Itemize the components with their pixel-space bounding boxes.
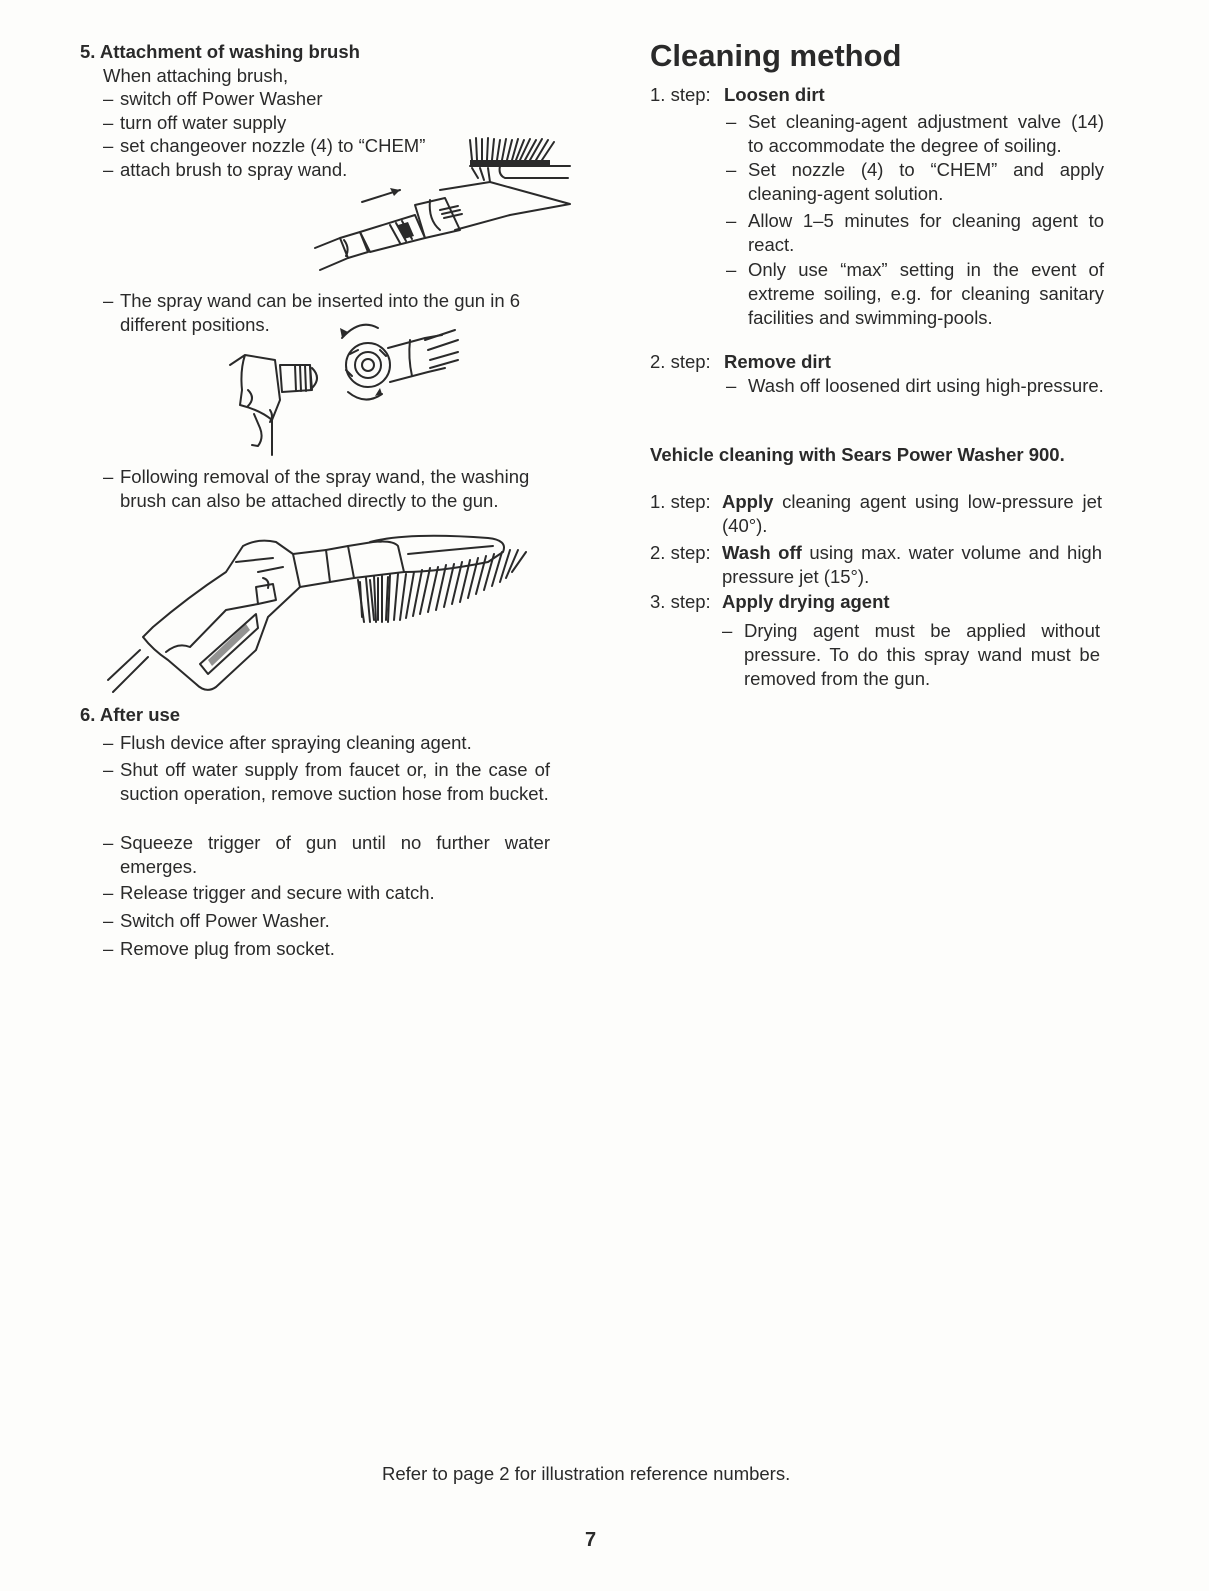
list-item: turn off water supply (120, 112, 287, 133)
bullet-dash: – (103, 112, 114, 133)
bristles-icon (358, 550, 526, 622)
bullet-dash: – (103, 290, 114, 311)
step-text (722, 541, 1102, 589)
brush-attached-to-gun-illustration (108, 532, 558, 702)
step-description: using max. water volume and high pressure jet (15°). (722, 542, 1103, 587)
bullet-dash: – (103, 466, 114, 487)
list-item: Only use “max” setting in the event of extreme soiling, e.g. for cleaning sanitary facilities and swimming-pools. (748, 259, 1104, 328)
bullet-dash: – (722, 620, 733, 641)
bullet-dash: – (103, 159, 114, 180)
step-label: 2. step: (650, 542, 711, 563)
list-item: Flush device after spraying cleaning agent. (120, 732, 472, 753)
list-item: Wash off loosened dirt using high-pressure. (748, 375, 1104, 396)
list-item: Set nozzle (4) to “CHEM” and apply cleaning-agent solution. (748, 159, 1104, 204)
bullet-dash: – (726, 111, 737, 132)
step-label: 1. step: (650, 84, 711, 105)
list-item: Switch off Power Washer. (120, 910, 330, 931)
bullet-dash: – (103, 88, 114, 109)
bullet-dash: – (726, 259, 737, 280)
spray-wand-rotation-illustration (230, 310, 470, 460)
step-title: Remove dirt (724, 351, 831, 372)
bullet-dash: – (726, 375, 737, 396)
list-item: switch off Power Washer (120, 88, 323, 109)
note-wand-positions: The spray wand can be inserted into the gun in 6 different positions. (120, 290, 521, 335)
step-title: Apply (722, 491, 774, 512)
section-5-intro: When attaching brush, (103, 65, 289, 86)
bullet-dash: – (103, 938, 114, 959)
list-item: Allow 1–5 minutes for cleaning agent to react. (748, 210, 1104, 255)
section-6-title: 6. After use (80, 704, 181, 725)
step-description: cleaning agent using low-pressure jet (40°). (722, 491, 1102, 536)
bullet-dash: – (103, 832, 114, 853)
list-item: Squeeze trigger of gun until no further water emerges. (120, 832, 550, 877)
bullet-dash: – (103, 882, 114, 903)
bristles-icon (470, 138, 554, 182)
step-label: 2. step: (650, 351, 711, 372)
vehicle-cleaning-title: Vehicle cleaning with Sears Power Washer 900. (650, 444, 1065, 465)
bullet-dash: – (103, 135, 114, 156)
bullet-dash: – (103, 732, 114, 753)
list-item: Release trigger and secure with catch. (120, 882, 435, 903)
list-item: Drying agent must be applied without pressure. To do this spray wand must be removed from the gun. (744, 620, 1100, 689)
step-title: Apply drying agent (722, 591, 890, 612)
footer-note: Refer to page 2 for illustration reference numbers. (382, 1463, 791, 1484)
page-title: Cleaning method (650, 38, 902, 73)
list-item: Remove plug from socket. (120, 938, 335, 959)
bullet-dash: – (726, 159, 737, 180)
page-number: 7 (585, 1529, 597, 1551)
list-item: Shut off water supply from faucet or, in the case of suction operation, remove suction hose from bucket. (120, 759, 550, 804)
note-brush-direct: Following removal of the spray wand, the washing brush can also be attached directly to the gun. (120, 466, 530, 511)
list-item: Set cleaning-agent adjustment valve (14) to accommodate the degree of soiling. (748, 111, 1104, 156)
list-item: set changeover nozzle (4) to “CHEM” (120, 135, 426, 156)
bullet-dash: – (103, 759, 114, 780)
list-item: attach brush to spray wand. (120, 159, 348, 180)
brush-attached-to-spray-wand-illustration (300, 130, 575, 280)
step-label: 1. step: (650, 491, 711, 512)
section-5-title: 5. Attachment of washing brush (80, 41, 360, 62)
step-title: Loosen dirt (724, 84, 825, 105)
step-title: Wash off (722, 542, 802, 563)
step-text (722, 490, 1102, 538)
bullet-dash: – (103, 910, 114, 931)
step-label: 3. step: (650, 591, 711, 612)
bullet-dash: – (726, 210, 737, 231)
